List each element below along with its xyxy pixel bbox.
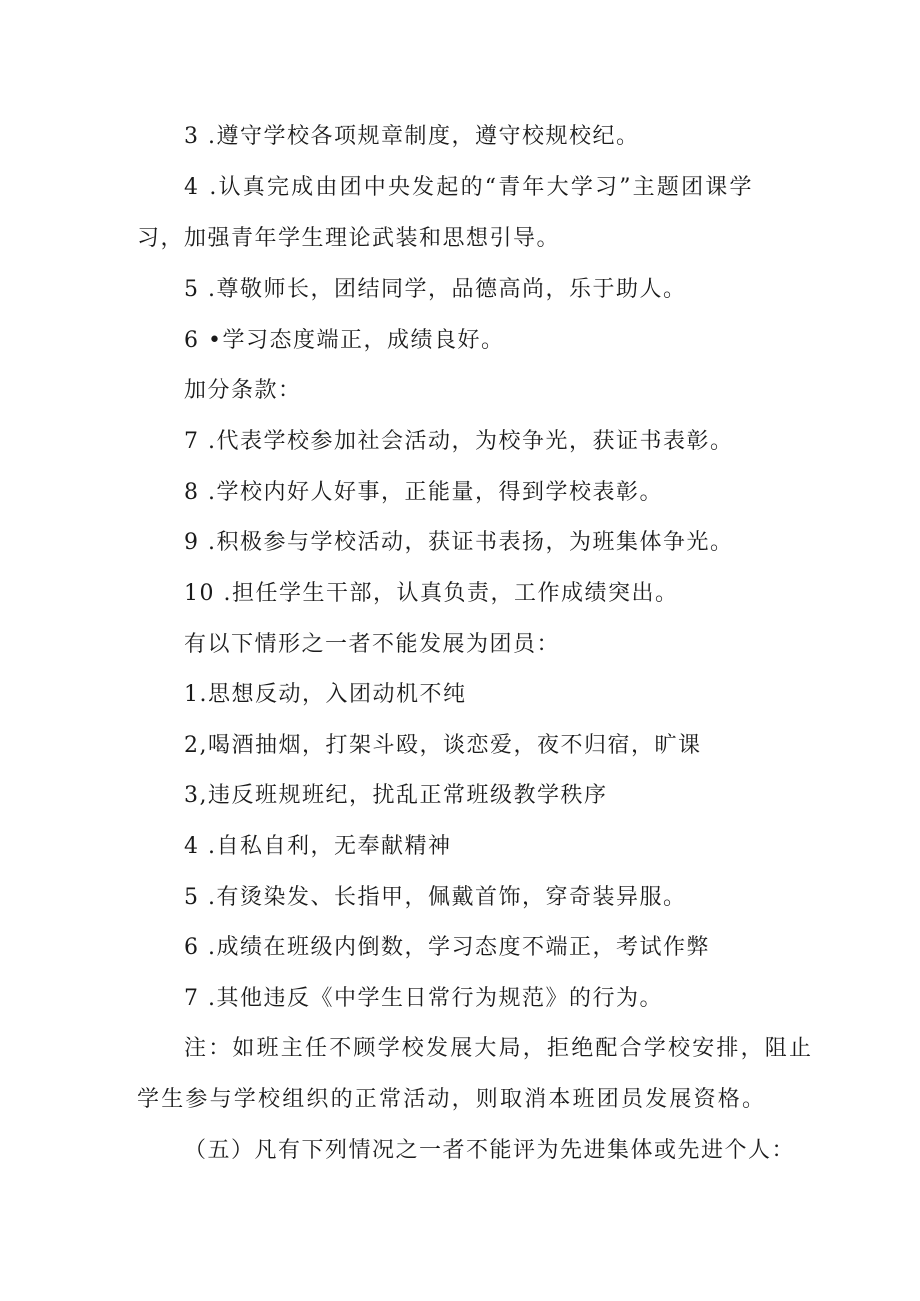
rule-item-4-line-1: 4 .认真完成由团中央发起的“青年大学习”主题团课学	[184, 175, 754, 200]
bonus-item-10: 10 .担任学生干部，认真负责，工作成绩突出。	[184, 581, 679, 606]
disqualification-item-7: 7 .其他违反《中学生日常行为规范》的行为。	[184, 986, 663, 1011]
disqualification-item-1: 1.思想反动，入团动机不纯	[184, 682, 467, 707]
disqualification-item-3: 3,违反班规班纪，扰乱正常班级教学秩序	[184, 783, 608, 808]
note-line-2: 学生参与学校组织的正常活动，则取消本班团员发展资格。	[137, 1087, 767, 1112]
bonus-item-9: 9 .积极参与学校活动，获证书表扬，为班集体争光。	[184, 530, 734, 555]
note-line-1: 注：如班主任不顾学校发展大局，拒绝配合学校安排，阻止	[184, 1036, 814, 1061]
bonus-item-7: 7 .代表学校参加社会活动，为校争光，获证书表彰。	[184, 429, 734, 454]
rule-item-4-line-2: 习，加强青年学生理论武装和思想引导。	[137, 226, 561, 251]
disqualification-item-2: 2,喝酒抽烟，打架斗殴，谈恋爱，夜不归宿，旷课	[184, 733, 702, 758]
disqualification-item-5: 5 .有烫染发、长指甲，佩戴首饰，穿奇装异服。	[184, 885, 687, 910]
rule-item-3: 3 .遵守学校各项规章制度，遵守校规校纪。	[184, 124, 640, 149]
bonus-clauses-heading: 加分条款：	[184, 378, 302, 403]
bonus-item-8: 8 .学校内好人好事，正能量，得到学校表彰。	[184, 480, 663, 505]
rule-item-6: 6 •学习态度端正，成绩良好。	[184, 328, 505, 353]
disqualification-item-4: 4 .自私自利，无奉献精神	[184, 834, 452, 859]
rule-item-5: 5 .尊敬师长，团结同学，品德高尚，乐于助人。	[184, 277, 687, 302]
disqualification-heading: 有以下情形之一者不能发展为团员：	[184, 632, 561, 657]
section-five-heading: （五）凡有下列情况之一者不能评为先进集体或先进个人：	[184, 1138, 796, 1163]
disqualification-item-6: 6 .成绩在班级内倒数，学习态度不端正，考试作弊	[184, 935, 710, 960]
